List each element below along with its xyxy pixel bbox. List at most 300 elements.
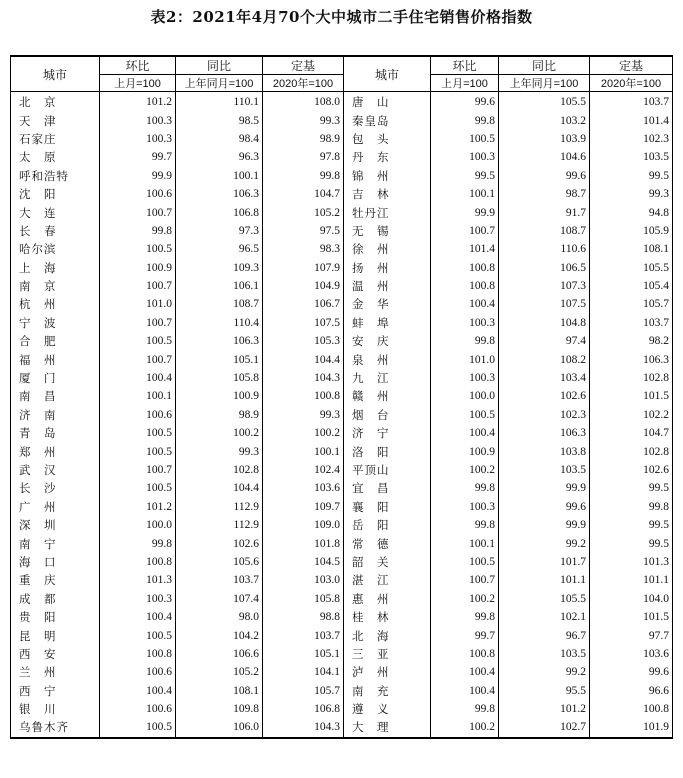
fixed-value: 105.9 [590, 222, 673, 240]
yoy-value: 110.4 [176, 314, 263, 332]
header-yoy-base: 上年同月=100 [176, 75, 263, 92]
table-row [11, 498, 673, 516]
yoy-value: 106.5 [499, 259, 590, 277]
table-row [11, 682, 673, 700]
fixed-value: 98.3 [263, 240, 344, 258]
city-name: 福 州 [11, 350, 100, 368]
yoy-value: 101.1 [499, 571, 590, 589]
yoy-value: 104.4 [176, 479, 263, 497]
yoy-value: 96.5 [176, 240, 263, 258]
header-city: 城市 [11, 56, 100, 92]
fixed-value: 108.0 [263, 92, 344, 112]
city-name: 贵 阳 [11, 608, 100, 626]
yoy-value: 100.9 [176, 387, 263, 405]
mom-value: 100.1 [100, 387, 176, 405]
fixed-value: 105.3 [263, 332, 344, 350]
mom-value: 100.6 [100, 185, 176, 203]
yoy-value: 108.2 [499, 350, 590, 368]
mom-value: 100.6 [100, 663, 176, 681]
fixed-value: 97.7 [590, 626, 673, 644]
yoy-value: 106.8 [176, 203, 263, 221]
yoy-value: 102.6 [499, 387, 590, 405]
city-name: 天 津 [11, 111, 100, 129]
mom-value: 100.8 [431, 259, 499, 277]
fixed-value: 100.1 [263, 442, 344, 460]
city-name: 合 肥 [11, 332, 100, 350]
table-row [11, 295, 673, 313]
header-yoy: 同比 [176, 56, 263, 75]
fixed-value: 102.2 [590, 406, 673, 424]
city-name: 广 州 [11, 498, 100, 516]
city-name: 银 川 [11, 700, 100, 718]
city-name: 呼和浩特 [11, 167, 100, 185]
mom-value: 100.5 [100, 718, 176, 737]
fixed-value: 108.1 [590, 240, 673, 258]
city-name: 丹 东 [344, 148, 431, 166]
mom-value: 99.9 [431, 203, 499, 221]
yoy-value: 99.9 [499, 516, 590, 534]
city-name: 韶 关 [344, 553, 431, 571]
fixed-value: 105.7 [263, 682, 344, 700]
city-name: 海 口 [11, 553, 100, 571]
yoy-value: 103.8 [499, 442, 590, 460]
city-name: 泉 州 [344, 350, 431, 368]
mom-value: 100.6 [100, 700, 176, 718]
mom-value: 100.8 [431, 645, 499, 663]
city-name: 温 州 [344, 277, 431, 295]
mom-value: 101.4 [431, 240, 499, 258]
yoy-value: 103.9 [499, 130, 590, 148]
city-name: 兰 州 [11, 663, 100, 681]
mom-value: 100.4 [100, 608, 176, 626]
yoy-value: 98.9 [176, 406, 263, 424]
mom-value: 100.3 [431, 314, 499, 332]
city-name: 岳 阳 [344, 516, 431, 534]
mom-value: 99.8 [431, 332, 499, 350]
table-row [11, 203, 673, 221]
mom-value: 100.2 [431, 461, 499, 479]
mom-value: 99.8 [431, 700, 499, 718]
mom-value: 100.6 [100, 406, 176, 424]
city-name: 三 亚 [344, 645, 431, 663]
yoy-value: 103.5 [499, 461, 590, 479]
fixed-value: 103.6 [263, 479, 344, 497]
city-name: 牡丹江 [344, 203, 431, 221]
mom-value: 100.4 [431, 424, 499, 442]
page-title: 表2：2021年4月70个大中城市二手住宅销售价格指数 [150, 8, 533, 26]
mom-value: 100.7 [100, 350, 176, 368]
fixed-value: 101.9 [590, 718, 673, 737]
table-row [11, 608, 673, 626]
fixed-value: 101.8 [263, 534, 344, 552]
fixed-value: 101.5 [590, 608, 673, 626]
city-name: 惠 州 [344, 590, 431, 608]
city-name: 西 安 [11, 645, 100, 663]
mom-value: 99.7 [431, 626, 499, 644]
mom-value: 100.9 [100, 259, 176, 277]
table-row [11, 259, 673, 277]
fixed-value: 103.7 [263, 626, 344, 644]
yoy-value: 102.1 [499, 608, 590, 626]
table-row [11, 663, 673, 681]
mom-value: 99.8 [431, 479, 499, 497]
fixed-value: 100.8 [590, 700, 673, 718]
city-name: 太 原 [11, 148, 100, 166]
yoy-value: 104.6 [499, 148, 590, 166]
yoy-value: 99.6 [499, 167, 590, 185]
mom-value: 100.1 [431, 534, 499, 552]
table-row [11, 461, 673, 479]
mom-value: 99.6 [431, 92, 499, 112]
mom-value: 100.5 [100, 332, 176, 350]
fixed-value: 99.5 [590, 479, 673, 497]
header-fixed-base: 2020年=100 [263, 75, 344, 92]
fixed-value: 104.0 [590, 590, 673, 608]
yoy-value: 105.1 [176, 350, 263, 368]
yoy-value: 99.6 [499, 498, 590, 516]
mom-value: 100.5 [431, 553, 499, 571]
fixed-value: 101.5 [590, 387, 673, 405]
mom-value: 100.2 [431, 590, 499, 608]
header-fixed-base: 2020年=100 [590, 75, 673, 92]
fixed-value: 101.1 [590, 571, 673, 589]
mom-value: 100.7 [431, 571, 499, 589]
city-name: 大 连 [11, 203, 100, 221]
header-row-bases [11, 75, 673, 92]
fixed-value: 99.3 [263, 111, 344, 129]
yoy-value: 107.3 [499, 277, 590, 295]
yoy-value: 98.5 [176, 111, 263, 129]
mom-value: 100.5 [100, 626, 176, 644]
header-row-labels [11, 56, 673, 75]
city-name: 青 岛 [11, 424, 100, 442]
fixed-value: 98.9 [263, 130, 344, 148]
city-name: 武 汉 [11, 461, 100, 479]
header-yoy-base: 上年同月=100 [499, 75, 590, 92]
table-row [11, 185, 673, 203]
fixed-value: 99.8 [263, 167, 344, 185]
table-row [11, 626, 673, 644]
fixed-value: 100.8 [263, 387, 344, 405]
fixed-value: 99.5 [590, 534, 673, 552]
mom-value: 100.9 [431, 442, 499, 460]
city-name: 唐 山 [344, 92, 431, 112]
fixed-value: 104.3 [263, 369, 344, 387]
city-name: 石家庄 [11, 130, 100, 148]
yoy-value: 105.6 [176, 553, 263, 571]
table-row [11, 516, 673, 534]
table-row [11, 314, 673, 332]
fixed-value: 97.5 [263, 222, 344, 240]
mom-value: 100.3 [100, 590, 176, 608]
city-name: 重 庆 [11, 571, 100, 589]
fixed-value: 101.4 [590, 111, 673, 129]
yoy-value: 99.2 [499, 534, 590, 552]
city-name: 济 南 [11, 406, 100, 424]
city-name: 成 都 [11, 590, 100, 608]
mom-value: 100.7 [100, 461, 176, 479]
city-name: 秦皇岛 [344, 111, 431, 129]
mom-value: 99.9 [100, 167, 176, 185]
mom-value: 100.7 [431, 222, 499, 240]
fixed-value: 104.5 [263, 553, 344, 571]
city-name: 哈尔滨 [11, 240, 100, 258]
city-name: 宁 波 [11, 314, 100, 332]
city-name: 郑 州 [11, 442, 100, 460]
header-city: 城市 [344, 56, 431, 92]
fixed-value: 99.3 [263, 406, 344, 424]
fixed-value: 107.9 [263, 259, 344, 277]
yoy-value: 103.7 [176, 571, 263, 589]
table-row [11, 645, 673, 663]
mom-value: 100.3 [100, 111, 176, 129]
fixed-value: 102.6 [590, 461, 673, 479]
city-name: 南 充 [344, 682, 431, 700]
fixed-value: 98.2 [590, 332, 673, 350]
yoy-value: 99.2 [499, 663, 590, 681]
table-row [11, 406, 673, 424]
table-row [11, 369, 673, 387]
fixed-value: 99.3 [590, 185, 673, 203]
city-name: 北 海 [344, 626, 431, 644]
yoy-value: 106.1 [176, 277, 263, 295]
table-row [11, 700, 673, 718]
yoy-value: 98.4 [176, 130, 263, 148]
yoy-value: 97.3 [176, 222, 263, 240]
yoy-value: 102.3 [499, 406, 590, 424]
city-name: 大 理 [344, 718, 431, 737]
yoy-value: 112.9 [176, 516, 263, 534]
mom-value: 100.4 [100, 369, 176, 387]
yoy-value: 104.2 [176, 626, 263, 644]
city-name: 九 江 [344, 369, 431, 387]
table-row [11, 148, 673, 166]
city-name: 济 宁 [344, 424, 431, 442]
fixed-value: 103.7 [590, 92, 673, 112]
table-row [11, 387, 673, 405]
city-name: 襄 阳 [344, 498, 431, 516]
table-row [11, 130, 673, 148]
mom-value: 101.2 [100, 92, 176, 112]
city-name: 南 京 [11, 277, 100, 295]
mom-value: 100.7 [100, 277, 176, 295]
mom-value: 100.5 [100, 240, 176, 258]
yoy-value: 96.7 [499, 626, 590, 644]
yoy-value: 108.1 [176, 682, 263, 700]
table-row [11, 534, 673, 552]
yoy-value: 110.1 [176, 92, 263, 112]
mom-value: 100.7 [100, 314, 176, 332]
header-mom-base: 上月=100 [100, 75, 176, 92]
yoy-value: 109.8 [176, 700, 263, 718]
fixed-value: 106.3 [590, 350, 673, 368]
yoy-value: 106.0 [176, 718, 263, 737]
header-fixed: 定基 [263, 56, 344, 75]
city-name: 桂 林 [344, 608, 431, 626]
fixed-value: 103.0 [263, 571, 344, 589]
fixed-value: 104.1 [263, 663, 344, 681]
city-name: 厦 门 [11, 369, 100, 387]
mom-value: 100.4 [431, 295, 499, 313]
header-yoy: 同比 [499, 56, 590, 75]
city-name: 宜 昌 [344, 479, 431, 497]
yoy-value: 101.7 [499, 553, 590, 571]
fixed-value: 99.5 [590, 167, 673, 185]
table-row [11, 479, 673, 497]
fixed-value: 103.7 [590, 314, 673, 332]
mom-value: 100.0 [100, 516, 176, 534]
price-index-table [10, 55, 673, 739]
fixed-value: 105.7 [590, 295, 673, 313]
mom-value: 99.8 [431, 608, 499, 626]
header-mom: 环比 [431, 56, 499, 75]
yoy-value: 102.8 [176, 461, 263, 479]
city-name: 无 锡 [344, 222, 431, 240]
city-name: 包 头 [344, 130, 431, 148]
yoy-value: 107.4 [176, 590, 263, 608]
fixed-value: 102.8 [590, 369, 673, 387]
header-mom: 环比 [100, 56, 176, 75]
table-row [11, 240, 673, 258]
mom-value: 100.1 [431, 185, 499, 203]
yoy-value: 100.2 [176, 424, 263, 442]
yoy-value: 99.3 [176, 442, 263, 460]
city-name: 扬 州 [344, 259, 431, 277]
table-row [11, 718, 673, 737]
fixed-value: 102.4 [263, 461, 344, 479]
mom-value: 101.0 [100, 295, 176, 313]
yoy-value: 105.5 [499, 92, 590, 112]
city-name: 烟 台 [344, 406, 431, 424]
mom-value: 100.4 [431, 682, 499, 700]
mom-value: 100.5 [100, 424, 176, 442]
city-name: 长 春 [11, 222, 100, 240]
city-name: 沈 阳 [11, 185, 100, 203]
city-name: 南 昌 [11, 387, 100, 405]
mom-value: 100.4 [431, 663, 499, 681]
fixed-value: 109.7 [263, 498, 344, 516]
city-name: 平顶山 [344, 461, 431, 479]
yoy-value: 112.9 [176, 498, 263, 516]
mom-value: 100.5 [100, 442, 176, 460]
mom-value: 99.8 [431, 516, 499, 534]
yoy-value: 97.4 [499, 332, 590, 350]
mom-value: 100.3 [100, 130, 176, 148]
yoy-value: 109.3 [176, 259, 263, 277]
mom-value: 100.0 [431, 387, 499, 405]
city-name: 吉 林 [344, 185, 431, 203]
fixed-value: 96.6 [590, 682, 673, 700]
table-row [11, 92, 673, 112]
yoy-value: 100.1 [176, 167, 263, 185]
fixed-value: 105.4 [590, 277, 673, 295]
header-fixed: 定基 [590, 56, 673, 75]
mom-value: 100.3 [431, 369, 499, 387]
table-row [11, 571, 673, 589]
fixed-value: 104.3 [263, 718, 344, 737]
yoy-value: 105.8 [176, 369, 263, 387]
city-name: 深 圳 [11, 516, 100, 534]
city-name: 南 宁 [11, 534, 100, 552]
yoy-value: 108.7 [176, 295, 263, 313]
fixed-value: 103.6 [590, 645, 673, 663]
fixed-value: 102.8 [590, 442, 673, 460]
yoy-value: 102.6 [176, 534, 263, 552]
city-name: 锦 州 [344, 167, 431, 185]
mom-value: 100.3 [431, 498, 499, 516]
yoy-value: 99.9 [499, 479, 590, 497]
fixed-value: 98.8 [263, 608, 344, 626]
city-name: 杭 州 [11, 295, 100, 313]
yoy-value: 110.6 [499, 240, 590, 258]
fixed-value: 106.7 [263, 295, 344, 313]
city-name: 西 宁 [11, 682, 100, 700]
city-name: 洛 阳 [344, 442, 431, 460]
mom-value: 99.7 [100, 148, 176, 166]
fixed-value: 102.3 [590, 130, 673, 148]
city-name: 泸 州 [344, 663, 431, 681]
mom-value: 99.8 [100, 534, 176, 552]
city-name: 长 沙 [11, 479, 100, 497]
yoy-value: 107.5 [499, 295, 590, 313]
mom-value: 101.0 [431, 350, 499, 368]
mom-value: 100.3 [431, 148, 499, 166]
mom-value: 100.5 [100, 479, 176, 497]
fixed-value: 105.5 [590, 259, 673, 277]
yoy-value: 95.5 [499, 682, 590, 700]
city-name: 安 庆 [344, 332, 431, 350]
fixed-value: 97.8 [263, 148, 344, 166]
city-name: 金 华 [344, 295, 431, 313]
table-row [11, 332, 673, 350]
fixed-value: 109.0 [263, 516, 344, 534]
mom-value: 100.5 [431, 130, 499, 148]
mom-value: 99.8 [100, 222, 176, 240]
yoy-value: 102.7 [499, 718, 590, 737]
yoy-value: 105.2 [176, 663, 263, 681]
fixed-value: 104.9 [263, 277, 344, 295]
yoy-value: 106.3 [176, 185, 263, 203]
yoy-value: 108.7 [499, 222, 590, 240]
fixed-value: 106.8 [263, 700, 344, 718]
fixed-value: 103.5 [590, 148, 673, 166]
yoy-value: 98.7 [499, 185, 590, 203]
mom-value: 100.8 [100, 553, 176, 571]
fixed-value: 99.8 [590, 498, 673, 516]
mom-value: 100.2 [431, 718, 499, 737]
city-name: 上 海 [11, 259, 100, 277]
mom-value: 100.4 [100, 682, 176, 700]
table-row [11, 222, 673, 240]
fixed-value: 105.1 [263, 645, 344, 663]
mom-value: 99.8 [431, 111, 499, 129]
city-name: 蚌 埠 [344, 314, 431, 332]
table-row [11, 350, 673, 368]
fixed-value: 94.8 [590, 203, 673, 221]
mom-value: 99.5 [431, 167, 499, 185]
table-row [11, 424, 673, 442]
yoy-value: 91.7 [499, 203, 590, 221]
yoy-value: 96.3 [176, 148, 263, 166]
yoy-value: 104.8 [499, 314, 590, 332]
fixed-value: 104.7 [263, 185, 344, 203]
fixed-value: 99.5 [590, 516, 673, 534]
city-name: 常 德 [344, 534, 431, 552]
yoy-value: 106.3 [176, 332, 263, 350]
table-row [11, 553, 673, 571]
yoy-value: 101.2 [499, 700, 590, 718]
yoy-value: 98.0 [176, 608, 263, 626]
